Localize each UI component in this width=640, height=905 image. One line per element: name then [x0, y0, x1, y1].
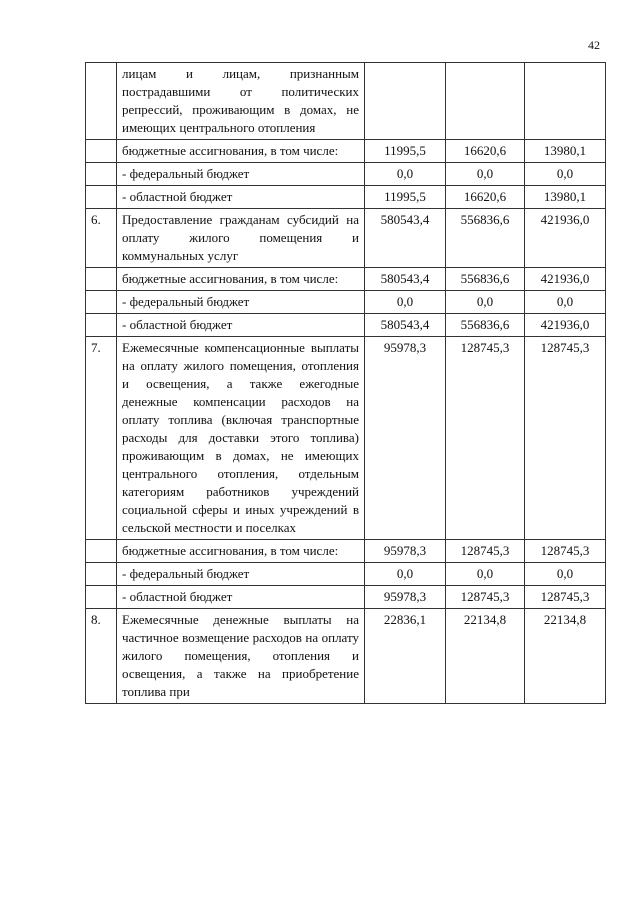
value-cell-3: 128745,3 — [525, 540, 606, 563]
row-description: - областной бюджет — [117, 586, 365, 609]
value-cell-1: 95978,3 — [365, 586, 446, 609]
value-cell-1: 11995,5 — [365, 186, 446, 209]
row-description: Предоставление гражданам субсидий на оплату жилого помещения и коммунальных услуг — [117, 209, 365, 268]
value-cell-2: 0,0 — [446, 291, 525, 314]
value-cell-3: 22134,8 — [525, 609, 606, 704]
value-cell-2: 0,0 — [446, 163, 525, 186]
value-cell-2: 128745,3 — [446, 540, 525, 563]
row-number: 6. — [86, 209, 117, 268]
row-description: лицам и лицам, признанным пострадавшими от политических репрессий, проживающим в домах, не имеющих центрального отопления — [117, 63, 365, 140]
value-cell-2: 128745,3 — [446, 337, 525, 540]
page-number: 42 — [588, 38, 600, 52]
table-row — [86, 63, 606, 140]
row-number: 8. — [86, 609, 117, 704]
value-cell-3: 13980,1 — [525, 186, 606, 209]
table-subrow — [86, 186, 606, 209]
value-cell-2: 556836,6 — [446, 314, 525, 337]
value-cell-3: 128745,3 — [525, 586, 606, 609]
table-subrow — [86, 314, 606, 337]
table-subrow — [86, 268, 606, 291]
row-number — [86, 163, 117, 186]
value-cell-1: 0,0 — [365, 291, 446, 314]
value-cell-3: 421936,0 — [525, 209, 606, 268]
value-cell-2: 0,0 — [446, 563, 525, 586]
budget-table — [85, 62, 606, 704]
row-number — [86, 186, 117, 209]
table-row — [86, 337, 606, 540]
table-subrow — [86, 163, 606, 186]
value-cell-1: 0,0 — [365, 163, 446, 186]
row-number — [86, 268, 117, 291]
row-description: - областной бюджет — [117, 314, 365, 337]
value-cell-2: 556836,6 — [446, 268, 525, 291]
value-cell-1: 11995,5 — [365, 140, 446, 163]
row-number — [86, 140, 117, 163]
value-cell-2 — [446, 63, 525, 140]
value-cell-3: 0,0 — [525, 291, 606, 314]
table-subrow — [86, 291, 606, 314]
value-cell-1: 95978,3 — [365, 337, 446, 540]
value-cell-1 — [365, 63, 446, 140]
row-number — [86, 540, 117, 563]
row-description: Ежемесячные компенсационные выплаты на оплату жилого помещения, отопления и освещения, а также ежегодные денежные компенсации расходов на оплату топлива (включая транспортные расходы для доставки этого топлива) проживающим в домах, не имеющих центрального отопления, отдельным категориям работников учреждений социальной сферы и иных учреждений в сельской местности и поселках — [117, 337, 365, 540]
value-cell-2: 16620,6 — [446, 140, 525, 163]
value-cell-1: 580543,4 — [365, 314, 446, 337]
value-cell-3: 421936,0 — [525, 268, 606, 291]
row-description: Ежемесячные денежные выплаты на частичное возмещение расходов на оплату жилого помещения, отопления и освещения, а также на приобретение топлива при — [117, 609, 365, 704]
row-description: - федеральный бюджет — [117, 563, 365, 586]
row-number — [86, 563, 117, 586]
value-cell-3: 421936,0 — [525, 314, 606, 337]
value-cell-3: 0,0 — [525, 163, 606, 186]
row-number: 7. — [86, 337, 117, 540]
table-subrow — [86, 140, 606, 163]
row-description: - федеральный бюджет — [117, 291, 365, 314]
table-subrow — [86, 540, 606, 563]
value-cell-1: 95978,3 — [365, 540, 446, 563]
value-cell-2: 16620,6 — [446, 186, 525, 209]
table-row — [86, 609, 606, 704]
value-cell-2: 22134,8 — [446, 609, 525, 704]
budget-table-body — [86, 63, 606, 704]
table-subrow — [86, 563, 606, 586]
row-description: бюджетные ассигнования, в том числе: — [117, 268, 365, 291]
value-cell-1: 580543,4 — [365, 268, 446, 291]
value-cell-3 — [525, 63, 606, 140]
value-cell-2: 128745,3 — [446, 586, 525, 609]
value-cell-2: 556836,6 — [446, 209, 525, 268]
value-cell-3: 13980,1 — [525, 140, 606, 163]
value-cell-3: 128745,3 — [525, 337, 606, 540]
row-description: - областной бюджет — [117, 186, 365, 209]
value-cell-1: 22836,1 — [365, 609, 446, 704]
row-description: бюджетные ассигнования, в том числе: — [117, 140, 365, 163]
table-row — [86, 209, 606, 268]
row-number — [86, 586, 117, 609]
row-number — [86, 291, 117, 314]
value-cell-3: 0,0 — [525, 563, 606, 586]
value-cell-1: 0,0 — [365, 563, 446, 586]
table-subrow — [86, 586, 606, 609]
row-number — [86, 63, 117, 140]
row-number — [86, 314, 117, 337]
value-cell-1: 580543,4 — [365, 209, 446, 268]
row-description: - федеральный бюджет — [117, 163, 365, 186]
row-description: бюджетные ассигнования, в том числе: — [117, 540, 365, 563]
